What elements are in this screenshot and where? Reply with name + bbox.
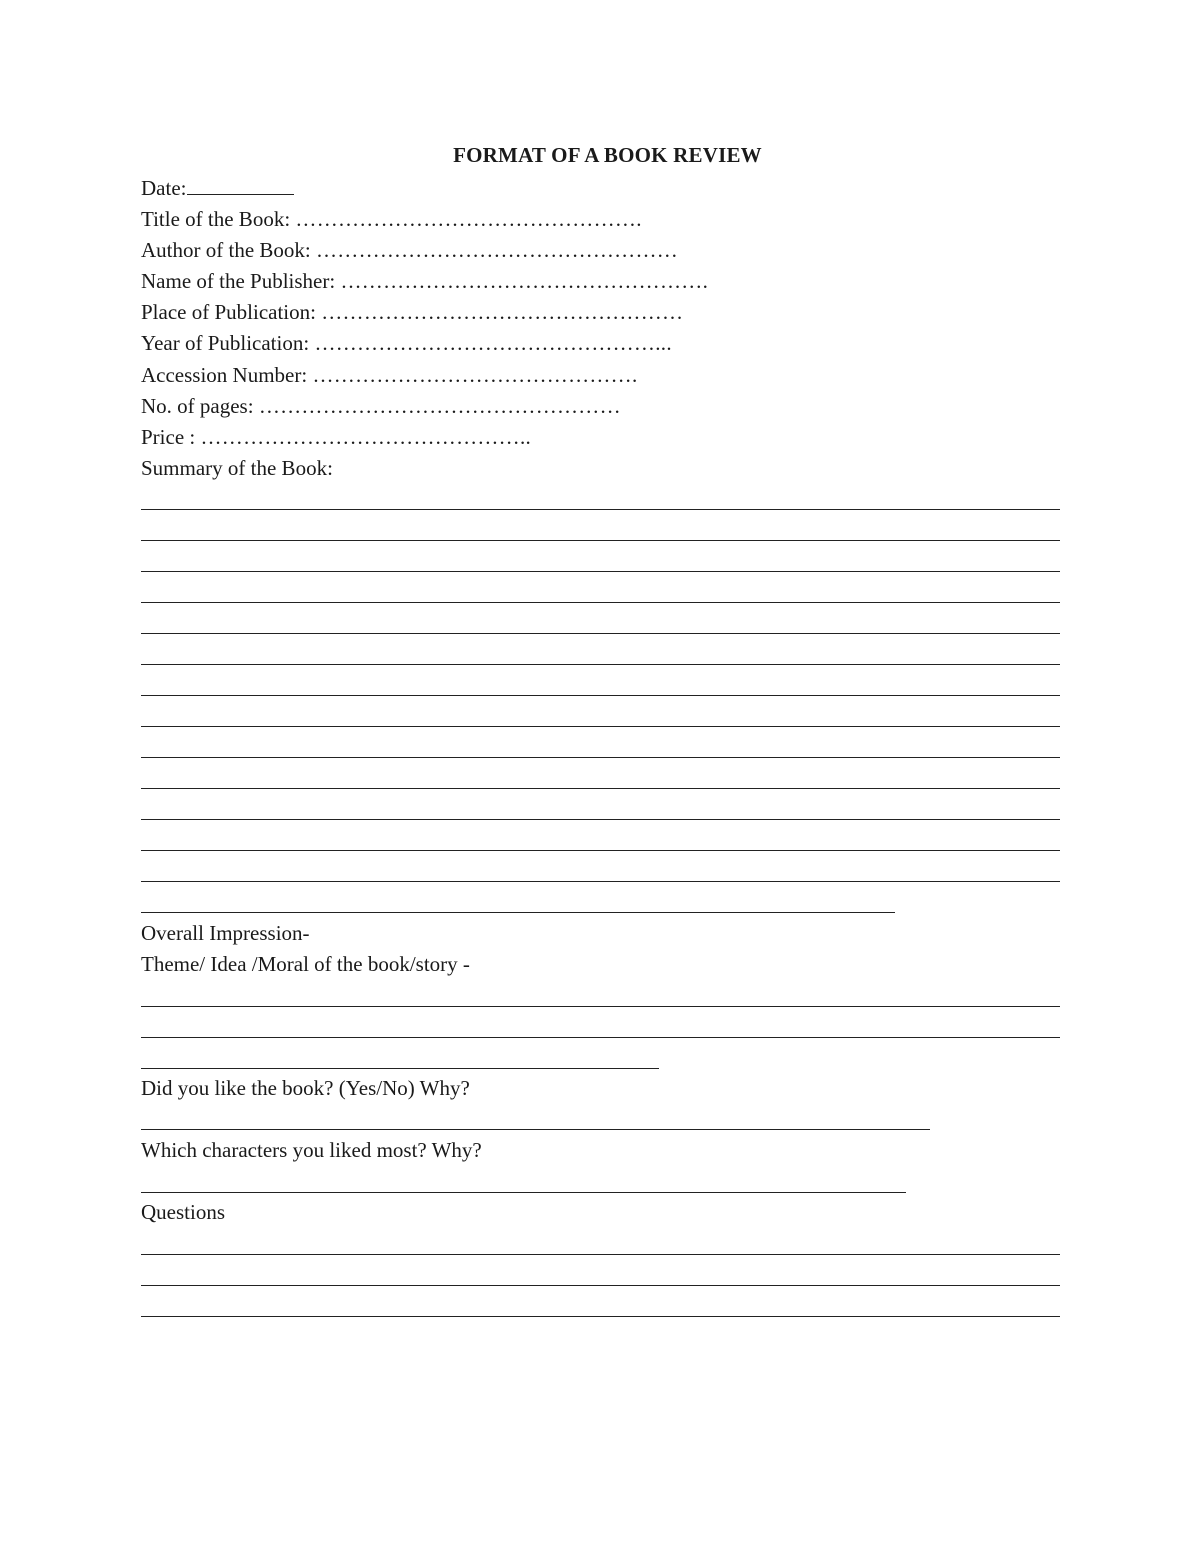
questions-line[interactable] <box>141 1316 1060 1317</box>
questions-line[interactable] <box>141 1285 1060 1286</box>
summary-line[interactable] <box>141 695 1060 696</box>
price-label: Price : <box>141 424 196 449</box>
summary-line[interactable] <box>141 850 1060 851</box>
summary-heading <box>141 453 1061 484</box>
place-field <box>141 297 1061 328</box>
overall-impression-label: Overall Impression- <box>141 921 310 945</box>
like-answer-line[interactable] <box>141 1129 930 1130</box>
questions-label: Questions <box>141 1200 225 1224</box>
questions-line[interactable] <box>141 1254 1060 1255</box>
year-dots[interactable]: …………………………………………... <box>314 331 672 356</box>
summary-line[interactable] <box>141 509 1060 510</box>
author-dots[interactable]: …………………………………………… <box>315 238 679 263</box>
pages-dots[interactable]: …………………………………………… <box>258 393 621 418</box>
price-field <box>141 422 1061 453</box>
summary-line[interactable] <box>141 726 1060 727</box>
title-dots[interactable]: …………………………………………. <box>295 207 642 232</box>
year-field <box>141 328 1061 359</box>
author-label: Author of the Book: <box>141 238 311 263</box>
book-details-list <box>141 173 1061 484</box>
summary-line[interactable] <box>141 540 1060 541</box>
publisher-label: Name of the Publisher: <box>141 269 336 294</box>
accession-label: Accession Number: <box>141 362 308 387</box>
characters-answer-line[interactable] <box>141 1192 906 1193</box>
title-label: Title of the Book: <box>141 207 291 232</box>
price-dots[interactable]: ……………………………………….. <box>200 424 532 449</box>
summary-line[interactable] <box>141 602 1060 603</box>
publisher-field <box>141 266 1061 297</box>
title-field <box>141 204 1061 235</box>
author-field <box>141 235 1061 266</box>
summary-line[interactable] <box>141 664 1060 665</box>
date-blank[interactable] <box>187 174 294 195</box>
summary-line[interactable] <box>141 788 1060 789</box>
summary-line[interactable] <box>141 633 1060 634</box>
date-field <box>141 173 1061 204</box>
theme-label: Theme/ Idea /Moral of the book/story - <box>141 952 470 976</box>
accession-field <box>141 360 1061 391</box>
place-label: Place of Publication: <box>141 300 316 325</box>
summary-label: Summary of the Book: <box>141 455 333 480</box>
publisher-dots[interactable]: ……………………………………………. <box>340 269 709 294</box>
page-title: FORMAT OF A BOOK REVIEW <box>453 143 762 167</box>
pages-field <box>141 391 1061 422</box>
date-label: Date: <box>141 176 187 200</box>
theme-line[interactable] <box>141 1068 659 1069</box>
summary-line[interactable] <box>141 757 1060 758</box>
theme-line[interactable] <box>141 1037 1060 1038</box>
summary-line[interactable] <box>141 819 1060 820</box>
summary-line[interactable] <box>141 881 1060 882</box>
characters-question-label: Which characters you liked most? Why? <box>141 1138 482 1162</box>
pages-label: No. of pages: <box>141 393 254 418</box>
theme-line[interactable] <box>141 1006 1060 1007</box>
year-label: Year of Publication: <box>141 331 310 356</box>
place-dots[interactable]: …………………………………………… <box>321 300 684 325</box>
summary-line[interactable] <box>141 912 895 913</box>
summary-line[interactable] <box>141 571 1060 572</box>
like-question-label: Did you like the book? (Yes/No) Why? <box>141 1076 470 1100</box>
accession-dots[interactable]: ………………………………………. <box>312 362 638 387</box>
